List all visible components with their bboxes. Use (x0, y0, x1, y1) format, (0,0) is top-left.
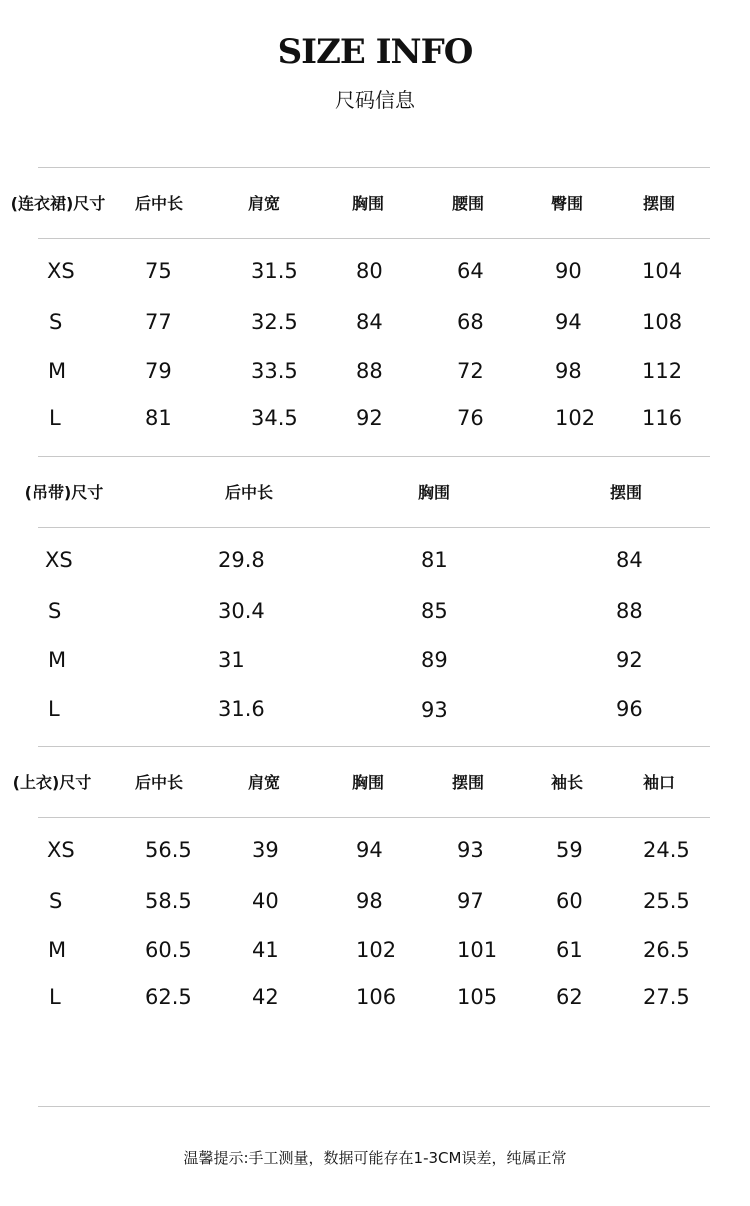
table-cell: 34.5 (251, 406, 298, 430)
table-cell: 58.5 (145, 889, 192, 913)
divider-table3-top (38, 746, 710, 747)
column-header: 腰围 (451, 194, 485, 213)
table-cell: 62.5 (145, 985, 192, 1009)
divider-bottom (38, 1106, 710, 1107)
table-cell: 85 (421, 599, 448, 623)
size-label: S (48, 599, 62, 623)
table-cell: 59 (556, 838, 583, 862)
table-cell: 60 (556, 889, 583, 913)
table-cell: 41 (252, 938, 279, 962)
table-cell: 26.5 (643, 938, 690, 962)
size-label: S (49, 310, 63, 334)
table-cell: 60.5 (145, 938, 192, 962)
column-header: 后中长 (134, 194, 184, 213)
table-cell: 105 (457, 985, 498, 1009)
table-cell: 31.5 (251, 259, 298, 283)
column-header: 肩宽 (247, 773, 281, 792)
page-subtitle: 尺码信息 (335, 88, 415, 112)
table-cell: 62 (556, 985, 583, 1009)
table-cell: 93 (457, 838, 484, 862)
size-label: L (49, 985, 61, 1009)
table-cell: 72 (457, 359, 484, 383)
table-cell: 40 (252, 889, 279, 913)
size-label: L (48, 697, 60, 721)
divider-table1-header (38, 238, 710, 239)
table-cell: 31 (218, 648, 245, 672)
page-title: SIZE INFO (277, 32, 473, 72)
table-cell: 84 (616, 548, 643, 572)
table-cell: 42 (252, 985, 279, 1009)
table-cell: 101 (457, 938, 498, 962)
table-cell: 88 (616, 599, 643, 623)
table-cell: 92 (356, 406, 383, 430)
table-cell: 84 (356, 310, 383, 334)
table-cell: 94 (356, 838, 383, 862)
column-header: 袖口 (642, 773, 676, 792)
size-label: L (49, 406, 61, 430)
table-cell: 106 (356, 985, 397, 1009)
table-cell: 116 (642, 406, 683, 430)
table-cell: 68 (457, 310, 484, 334)
column-header: 后中长 (224, 483, 274, 502)
table-cell: 25.5 (643, 889, 690, 913)
column-header: 摆围 (642, 194, 676, 213)
column-header: 肩宽 (247, 194, 281, 213)
table-cell: 88 (356, 359, 383, 383)
table-cell: 31.6 (218, 697, 265, 721)
table-cell: 77 (145, 310, 172, 334)
size-label: M (48, 359, 67, 383)
table-cell: 24.5 (643, 838, 690, 862)
table-cell: 56.5 (145, 838, 192, 862)
column-header: (吊带)尺寸 (24, 483, 104, 502)
table-cell: 64 (457, 259, 484, 283)
table-cell: 32.5 (251, 310, 298, 334)
table-cell: 80 (356, 259, 383, 283)
table-cell: 97 (457, 889, 484, 913)
table-cell: 104 (642, 259, 683, 283)
column-header: 后中长 (134, 773, 184, 792)
size-label: M (48, 648, 67, 672)
column-header: 摆围 (609, 483, 643, 502)
divider-top (38, 167, 710, 168)
column-header: 摆围 (451, 773, 485, 792)
table-cell: 96 (616, 697, 643, 721)
table-cell: 112 (642, 359, 683, 383)
table-cell: 94 (555, 310, 582, 334)
size-label: M (48, 938, 67, 962)
table-cell: 27.5 (643, 985, 690, 1009)
table-cell: 30.4 (218, 599, 265, 623)
table-cell: 81 (145, 406, 172, 430)
table-cell: 75 (145, 259, 172, 283)
table-cell: 90 (555, 259, 582, 283)
column-header: 胸围 (351, 773, 385, 792)
column-header: (连衣裙)尺寸 (10, 194, 106, 213)
size-label: S (49, 889, 63, 913)
table-cell: 39 (252, 838, 279, 862)
column-header: 胸围 (351, 194, 385, 213)
table-cell: 92 (616, 648, 643, 672)
divider-table2-top (38, 456, 710, 457)
table-cell: 98 (555, 359, 582, 383)
size-label: XS (45, 548, 73, 572)
table-cell: 89 (421, 648, 448, 672)
divider-table2-header (38, 527, 710, 528)
column-header: 袖长 (550, 773, 584, 792)
table-cell: 81 (421, 548, 448, 572)
table-cell: 102 (555, 406, 596, 430)
divider-table3-header (38, 817, 710, 818)
table-cell: 98 (356, 889, 383, 913)
table-cell: 61 (556, 938, 583, 962)
table-cell: 93 (421, 698, 448, 722)
size-label: XS (47, 259, 75, 283)
column-header: 臀围 (550, 194, 584, 213)
footer-note: 温馨提示:手工测量，数据可能存在1-3CM误差，纯属正常 (183, 1149, 567, 1167)
table-cell: 29.8 (218, 548, 265, 572)
table-cell: 102 (356, 938, 397, 962)
column-header: (上衣)尺寸 (12, 773, 92, 792)
table-cell: 33.5 (251, 359, 298, 383)
column-header: 胸围 (417, 483, 451, 502)
table-cell: 76 (457, 406, 484, 430)
size-label: XS (47, 838, 75, 862)
table-cell: 79 (145, 359, 172, 383)
table-cell: 108 (642, 310, 683, 334)
